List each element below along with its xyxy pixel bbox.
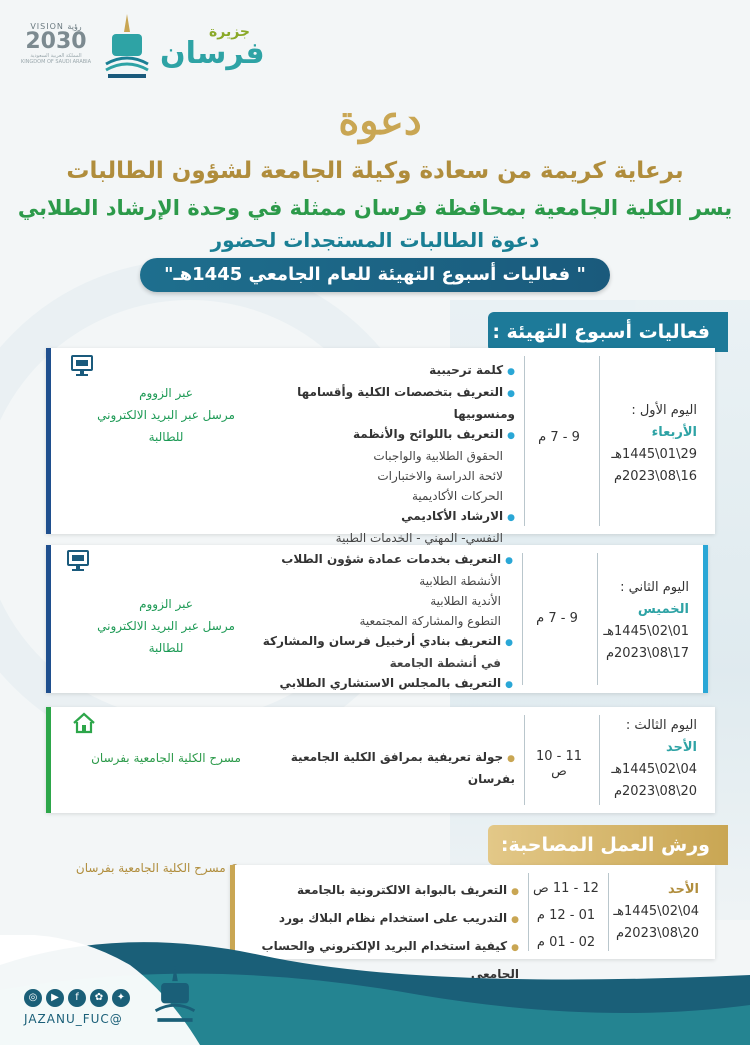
youtube-icon[interactable]: ▶	[46, 989, 64, 1007]
snapchat-icon[interactable]: ✿	[90, 989, 108, 1007]
gregorian-date: 20\08\2023م	[615, 926, 699, 941]
monitor-icon	[69, 354, 95, 378]
footer-university-logo	[150, 960, 200, 1030]
facebook-icon[interactable]: f	[68, 989, 86, 1007]
farasan-top: جزيرة	[208, 24, 250, 40]
invite-word: دعوة	[338, 97, 422, 144]
day-label: اليوم الثاني :	[620, 580, 689, 595]
workshop-location-text: مسرح الكلية الجامعية بفرسان	[75, 861, 226, 875]
social-handle[interactable]: JAZANU_FUC@	[24, 1012, 123, 1026]
location-line: مرسل عبر البريد الالكتروني	[97, 619, 235, 633]
day-info	[592, 400, 697, 488]
day-card-2	[46, 545, 708, 693]
gregorian-date: 17\08\2023م	[605, 646, 689, 661]
time-slot: 11 - 10 ص	[535, 749, 583, 779]
agenda-item: ● كلمة ترحيبية	[255, 360, 515, 382]
location-line: مرسل عبر البريد الالكتروني	[97, 408, 235, 422]
agenda-item: ● التعريف بنادي أرخبيل فرسان والمشاركة	[253, 631, 513, 653]
home-icon	[71, 711, 97, 735]
twitter-icon[interactable]: ✦	[112, 989, 130, 1007]
workshop-time: 12 - 11 ص	[533, 881, 599, 896]
monitor-icon	[65, 549, 91, 573]
gregorian-date: 16\08\2023م	[613, 469, 697, 484]
farasan-main: فرسان	[160, 36, 265, 71]
workshop-item: ● التدريب على استخدام نظام البلاك بورد	[249, 905, 519, 933]
day-label: اليوم الثالث :	[625, 718, 697, 733]
day-name: الأربعاء	[651, 425, 697, 440]
agenda-subitem: الحركات الأكاديمية	[411, 489, 503, 503]
location-line: للطالبة	[148, 430, 184, 444]
sponsor-line: برعاية كريمة من سعادة وكيلة الجامعة لشؤون الطالبات	[66, 158, 684, 184]
day-info	[592, 715, 697, 803]
vision-sub: المملكة العربية السعودية KINGDOM OF SAUDI ARABIA	[20, 53, 92, 65]
day-card-1	[46, 348, 715, 545]
location-info	[91, 382, 241, 448]
event-banner: " فعاليات أسبوع التهيئة للعام الجامعي 1445هـ"	[140, 258, 610, 292]
agenda-subitem: لائحة الدراسة والاختبارات	[377, 469, 503, 483]
workshop-item: ● كيفية استخدام البريد الإلكتروني والحساب الجامعي	[249, 933, 519, 987]
workshop-item: ● التعريف بالبوابة الالكترونية بالجامعة	[249, 877, 519, 905]
workshop-location	[20, 861, 240, 875]
agenda-subitem: الحقوق الطلابية والواجبات	[373, 449, 503, 463]
day-card-3	[46, 707, 715, 813]
day-label: اليوم الأول :	[631, 403, 697, 418]
time-slot: 9 - 7 م	[538, 430, 580, 445]
agenda-item: ● الارشاد الأكاديمي	[255, 506, 515, 528]
gregorian-date: 20\08\2023م	[613, 784, 697, 799]
section-orientation-heading: فعاليات أسبوع التهيئة :	[488, 312, 728, 352]
day-name: الخميس	[637, 602, 689, 617]
time-slot: 9 - 7 م	[536, 611, 578, 626]
agenda-subitem: النفسي- المهني - الخدمات الطبية	[335, 531, 503, 545]
workshop-time: 02 - 01 م	[536, 935, 596, 950]
location-line: للطالبة	[148, 641, 184, 655]
vision-label: VISION رؤية	[30, 22, 82, 31]
agenda-item: ● التعريف باللوائح والأنظمة	[255, 424, 515, 446]
agenda-item: ● التعريف بالمجلس الاستشاري الطلابي	[253, 673, 513, 695]
agenda-subitem: الأنشطة الطلابية	[419, 574, 501, 588]
agenda-list	[255, 360, 515, 548]
agenda-subitem: الأندية الطلابية	[430, 594, 501, 608]
jazan-university-logo	[100, 12, 154, 82]
location-line: عبر الزووم	[139, 597, 193, 611]
agenda-item: ● التعريف بخدمات عمادة شؤون الطلاب	[253, 549, 513, 571]
hijri-date: 04\02\1445هـ	[611, 762, 697, 777]
day-name: الأحد	[667, 882, 699, 897]
day-name: الأحد	[665, 740, 697, 755]
location-line: عبر الزووم	[139, 386, 193, 400]
farasan-logo	[160, 24, 265, 74]
section-workshops-heading: ورش العمل المصاحبة:	[488, 825, 728, 865]
workshop-time: 01 - 12 م	[536, 908, 596, 923]
vision-2030-logo	[20, 22, 92, 82]
instagram-icon[interactable]: ◎	[24, 989, 42, 1007]
hijri-date: 04\02\1445هـ	[613, 904, 699, 919]
agenda-item: ● جولة تعريفية بمرافق الكلية الجامعية بفرسان	[255, 747, 515, 789]
agenda-item: ● التعريف بتخصصات الكلية وأقسامها ومنسوبيها	[255, 382, 515, 424]
hijri-date: 29\01\1445هـ	[611, 447, 697, 462]
hijri-date: 01\02\1445هـ	[603, 624, 689, 639]
agenda-subitem: التطوع والمشاركة المجتمعية	[359, 614, 501, 628]
agenda-list	[253, 549, 513, 695]
agenda-list	[255, 747, 515, 789]
invite-line: دعوة الطالبات المستجدات لحضور	[210, 228, 540, 252]
invitation-calligraphy	[310, 88, 450, 148]
social-icons	[24, 985, 154, 1009]
location-line: مسرح الكلية الجامعية بفرسان	[91, 751, 241, 765]
day-info	[584, 577, 689, 665]
location-info	[91, 593, 241, 659]
vision-year: 2030	[25, 29, 87, 54]
agenda-subitem: في أنشطة الجامعة	[389, 656, 501, 670]
host-line: يسر الكلية الجامعية بمحافظة فرسان ممثلة في وحدة الإرشاد الطلابي	[17, 196, 733, 220]
header-logos	[20, 12, 265, 82]
